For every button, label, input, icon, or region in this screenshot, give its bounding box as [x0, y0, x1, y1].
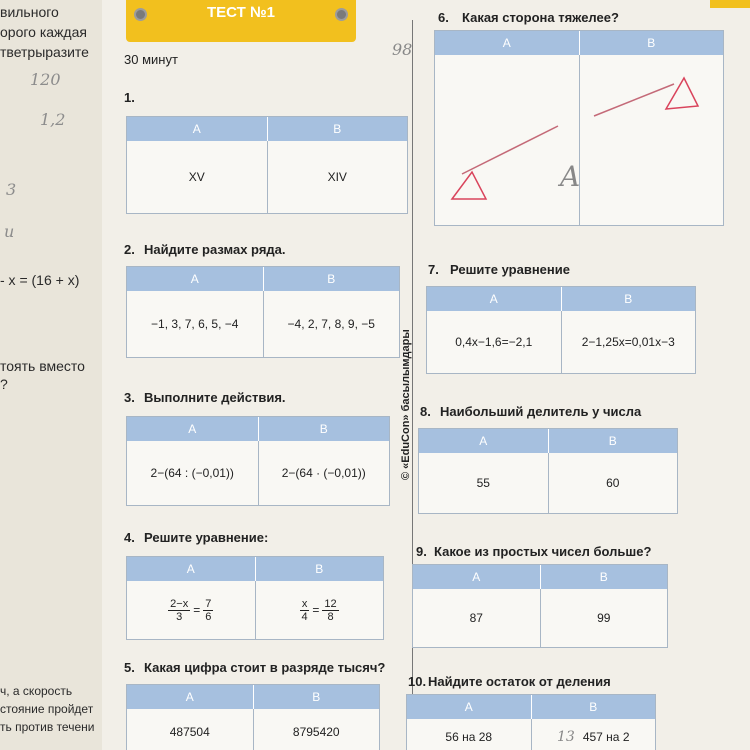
fraction: $\frac{2-x}{3}$ — [170, 597, 189, 623]
question-text: Выполните действия. — [144, 390, 286, 405]
answer-table-q4 — [126, 556, 384, 640]
answer-table-q10 — [406, 694, 656, 750]
column-b-header: B — [267, 117, 408, 141]
option-a: 487504 — [169, 725, 210, 739]
option-b: 60 — [548, 453, 678, 513]
left-text-line: орого каждая — [0, 24, 87, 40]
column-a-header: A — [188, 422, 197, 436]
option-a: 55 — [476, 476, 490, 490]
bullet-icon — [335, 8, 348, 21]
question-number: 8. — [420, 404, 431, 419]
column-a-header: A — [190, 272, 199, 286]
column-b-header: B — [548, 429, 678, 453]
left-text-line: ? — [0, 376, 8, 392]
left-text-line: - x = (16 + x) — [0, 272, 80, 288]
question-text: Какая цифра стоит в разряде тысяч? — [144, 660, 386, 675]
test-title: ТЕСТ №1 — [206, 4, 276, 21]
pencil-note: 1,2 — [40, 110, 66, 129]
fraction: $\frac{12}{8}$ — [324, 597, 337, 623]
question-text: Решите уравнение: — [144, 530, 269, 545]
pencil-answer: 13 — [557, 729, 575, 745]
question-number: 1. — [124, 90, 135, 105]
column-a-header: A — [479, 434, 488, 448]
column-b-header: B — [263, 267, 400, 291]
column-b-header: B — [255, 557, 384, 581]
question-text: Найдите размах ряда. — [144, 242, 286, 257]
option-a: 56 на 28 — [445, 730, 493, 744]
option-a: 0,4x−1,6=−2,1 — [455, 335, 533, 349]
column-a-header: A — [502, 36, 511, 50]
fraction: $\frac{7}{6}$ — [205, 597, 212, 623]
option-b: 2−(64 · (−0,01)) — [258, 441, 390, 505]
column-a-header: A — [185, 690, 194, 704]
answer-table-q5 — [126, 684, 380, 750]
column-a-header: A — [464, 700, 473, 714]
pencil-note: 3 — [6, 180, 17, 199]
option-a: 2−(64 : (−0,01)) — [150, 466, 234, 480]
balance-scale-figure — [434, 54, 722, 224]
option-b: $\frac{x}{4}$ = $\frac{12}{8}$ — [255, 581, 384, 639]
question-number: 6. — [438, 10, 449, 25]
column-a-header: A — [472, 570, 481, 584]
question-text: Какое из простых чисел больше? — [434, 544, 652, 559]
left-text-line: вильного — [0, 4, 59, 20]
column-b-header: B — [531, 695, 656, 719]
question-text: Найдите остаток от деления — [428, 674, 611, 689]
option-b: 99 — [540, 589, 668, 647]
option-a: 87 — [469, 611, 483, 625]
time-limit: 30 минут — [124, 52, 178, 67]
answer-table-q7 — [426, 286, 696, 374]
column-b-header: B — [253, 685, 380, 709]
question-number: 9. — [416, 544, 427, 559]
fraction: $\frac{x}{4}$ — [301, 597, 308, 623]
question-text: Наибольший делитель у числа — [440, 404, 642, 419]
left-text-line: тоять вместо — [0, 358, 85, 374]
question-text: Решите уравнение — [450, 262, 570, 277]
question-number: 4. — [124, 530, 135, 545]
lever-left-arm — [462, 126, 558, 174]
pencil-note: 120 — [30, 70, 61, 89]
option-b — [531, 719, 656, 750]
column-b-header: B — [540, 565, 668, 589]
answer-table-q2 — [126, 266, 400, 358]
lever-right-arm — [594, 84, 674, 116]
column-b-header: B — [258, 417, 390, 441]
question-number: 10. — [408, 674, 427, 689]
weight-triangle-icon — [452, 172, 486, 199]
question-number: 3. — [124, 390, 135, 405]
pencil-answer: A — [560, 160, 581, 193]
left-text-line: ть против течени — [0, 720, 95, 734]
option-b-text: 457 на 2 — [582, 730, 630, 744]
option-b: −4, 2, 7, 8, 9, −5 — [263, 291, 400, 357]
column-a-header: A — [489, 292, 498, 306]
column-b-header: B — [579, 31, 724, 55]
option-a: $\frac{2-x}{3}$ = $\frac{7}{6}$ — [170, 597, 212, 623]
option-a: −1, 3, 7, 6, 5, −4 — [151, 317, 239, 331]
column-a-header: A — [186, 562, 195, 576]
question-number: 2. — [124, 242, 135, 257]
option-b: 2−1,25x=0,01x−3 — [561, 311, 696, 373]
answer-table-q3 — [126, 416, 390, 506]
column-b-header: B — [561, 287, 696, 311]
corner-strip — [710, 0, 750, 8]
test-banner — [126, 0, 356, 42]
answer-table-q9 — [412, 564, 668, 648]
worksheet-page — [102, 0, 750, 750]
left-text-line: стояние пройдет — [0, 702, 94, 716]
publisher-credit: © «EduCon» басылымдары — [400, 329, 412, 480]
left-page — [0, 0, 102, 750]
answer-table-q8 — [418, 428, 678, 514]
question-number: 5. — [124, 660, 135, 675]
answer-table-q1 — [126, 116, 408, 214]
left-text-line: ч, а скорость — [0, 684, 73, 698]
pencil-scribble: 98 — [392, 40, 413, 59]
left-text-line: тветрыразите — [0, 44, 89, 60]
option-b: 8795420 — [253, 709, 380, 750]
option-b: XIV — [267, 141, 408, 213]
column-a-header: A — [192, 122, 201, 136]
pencil-note: u — [4, 222, 15, 241]
question-number: 7. — [428, 262, 439, 277]
question-text: Какая сторона тяжелее? — [462, 10, 619, 25]
option-a: XV — [188, 170, 205, 184]
weight-triangle-icon — [666, 78, 698, 109]
